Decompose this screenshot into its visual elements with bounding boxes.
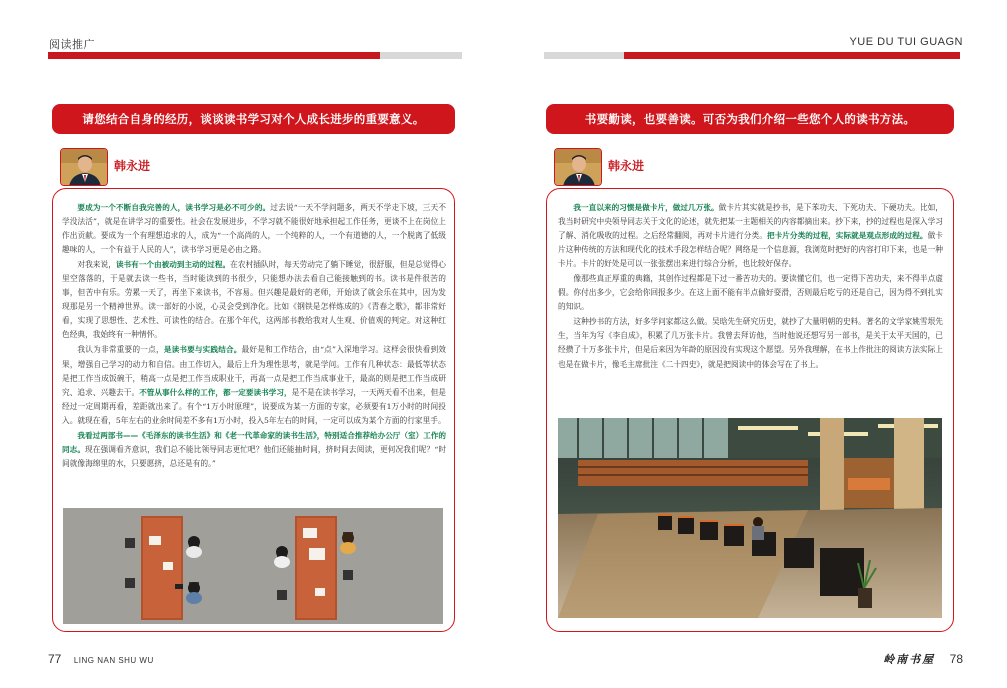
header-title: 阅读推广 <box>49 39 95 51</box>
highlighted-sentence: 我一直以来的习惯是做卡片，做过几万张。 <box>573 203 719 212</box>
reading-desks-image <box>63 508 443 624</box>
body-paragraph <box>558 201 943 271</box>
answer-body <box>62 201 446 472</box>
body-sentence: 在农村插队时，每天劳动完了躺下睡觉，很舒服，但是总觉得心里空落落的，于是就去读一些书，当时能读到的书很少，只能想办法去看自己能接触到的书。读书是件很苦的事，但苦中有乐。劳累一天了，再坐下来读书，不容易。但兴趣是最好的老师，开始读了就会乐在其中，因为发现那是另一个精神世界。读一部好的小说，心灵会受到净化。比如《钢铁是怎样炼成的》《青春之歌》，都非常好看，实现了思想性、艺术性、可读性的结合。在那个年代，这两部书教给我对人生观、价值观的判定。对这种红色经典，我始终有一种情怀。 <box>62 260 446 340</box>
body-paragraph <box>558 272 943 314</box>
body-paragraph <box>558 315 943 371</box>
body-sentence: 过去说“一天不学问题多，两天不学走下坡，三天不学没法活”，就是在讲学习的重要性。社会在发展进步，不学习就不能很好地承担起工作任务，更谈不上在岗位上作出贡献。要成为一个有理想追求的人，成为“一个高尚的人，一个纯粹的人，一个有道德的人，一个脱离了低级趣味的人，一个有益于人民的人”，读书学习更是必由之路。 <box>62 203 446 255</box>
body-sentence: 是不是在读书学习，一天两天看不出来，但是经过一定周期再看，差距就出来了。有个“1万小时原理”，说要成为某一方面的专家，必须要有1万小时的时间投入。就现在看，5年左右的业余时间差不多有1万小时，投入5年左右的时间，一定可以成为某个方面的行家里手。 <box>62 387 446 425</box>
footer-text: LING NAN SHU WU <box>73 656 154 665</box>
question-banner: 请您结合自身的经历，谈谈读书学习对个人成长进步的重要意义。 <box>52 104 455 134</box>
highlighted-sentence: 我看过两部书——《毛泽东的读书生活》和《老一代革命家的读书生活》，特别适合推荐给办公厅（室）工作的同志。 <box>62 430 446 454</box>
header-bar-grey <box>544 52 624 59</box>
highlighted-sentence: 读书有一个由被动到主动的过程。 <box>115 260 231 270</box>
page-number: 78 <box>949 652 963 666</box>
answer-body <box>558 201 943 373</box>
body-sentence: 最好是和工作结合，由“点”入深地学习。这样会很快看到效果，增强自己学习的动力和自信。由工作切入，最后上升为理性思考，就是学问。工作有几种状态：最低等状态是把工作当成饭碗干，稍高一点是把工作当成职业干，再高一点是把工作当成事业干，最高的则是把工作当成研究、追求、兴趣去干。 <box>62 345 446 397</box>
body-sentence: 对我来说， <box>77 260 116 270</box>
body-sentence: 现在强调看齐意识，我们总不能比领导同志更忙吧？他们还能抽时间，挤时间去阅读，更何况我们呢？“时间就像海绵里的水，只要愿挤，总还是有的。” <box>62 444 447 468</box>
brand-logo: 岭南书屋 <box>883 653 936 666</box>
body-paragraph <box>62 201 446 257</box>
author-name: 韩永进 <box>608 159 645 173</box>
reading-desks-photo <box>63 508 443 624</box>
body-paragraph <box>62 429 446 471</box>
body-paragraph <box>62 343 446 427</box>
author-avatar <box>60 148 108 186</box>
header-bar-red <box>624 52 960 59</box>
body-sentence: 这种抄书的方法，好多学问家都这么做。吴晗先生研究历史，就抄了大量明朝的史料。著名的文学家姚雪垠先生，当年为写《李自成》，积累了几万张卡片。我曾去拜访他，当时他说还想写另一部书，是关于太平天国的，已经攒了十万多张卡片，但是后来因为年龄的原因没有实现这个愿望。另外我理解，在书上作批注的阅读方法实际上也是在做卡片，像毛主席批注《二十四史》，就是把阅读中的体会写在了书上。 <box>558 317 943 369</box>
left-page <box>0 0 503 688</box>
page-footer <box>883 650 963 668</box>
header-bar-grey <box>380 52 462 59</box>
library-reading-room-image <box>558 418 942 618</box>
author-avatar <box>554 148 602 186</box>
library-reading-room-photo <box>558 418 942 618</box>
header-title: YUE DU TUI GUAGN <box>849 36 963 48</box>
body-sentence: 做卡片这种传统的方法和现代化的技术手段怎样结合呢？网络是一个信息源，我浏览时把好的内容打印下来，也是一种卡片。卡片的好处是可以一张张摆出来进行综合分析，也比较好保存。 <box>558 231 943 269</box>
body-sentence: 像那些真正厚重的典籍，其创作过程都是下过一番苦功夫的。要读懂它们，也一定得下苦功夫，来不得半点虚假。你付出多少，它会给你回报多少。在这上面不能有半点偷好耍滑，否则最后吃亏的还是自己，因为得不到扎实的知识。 <box>558 274 943 312</box>
body-sentence: 做卡片其实就是抄书，是下苯功夫、下死功夫、下硬功夫。比如，我当时研究中央领导同志关于文化的论述，就先把某一主题相关的内容都摘出来。抄下来，抄的过程也是深入学习了解、消化吸收的过程。之后经常翻阅，再对卡片进行分类。 <box>558 203 943 241</box>
page-footer <box>48 650 154 668</box>
question-banner: 书要勤读，也要善读。可否为我们介绍一些您个人的读书方法。 <box>546 104 954 134</box>
body-paragraph <box>62 258 446 342</box>
highlighted-sentence: 是读书要与实践结合。 <box>163 345 242 355</box>
highlighted-sentence: 不管从事什么样的工作，都一定要读书学习， <box>139 387 292 397</box>
author-portrait-icon <box>555 149 602 186</box>
page-number: 77 <box>48 652 62 666</box>
right-page <box>504 0 1007 688</box>
author-name: 韩永进 <box>114 159 151 173</box>
highlighted-sentence: 要成为一个不断自我完善的人，读书学习是必不可少的。 <box>77 203 271 212</box>
body-sentence: 我认为非常重要的一点， <box>77 345 164 355</box>
author-portrait-icon <box>61 149 108 186</box>
header-bar-red <box>48 52 380 59</box>
highlighted-sentence: 把卡片分类的过程，实际就是观点形成的过程。 <box>766 231 928 241</box>
